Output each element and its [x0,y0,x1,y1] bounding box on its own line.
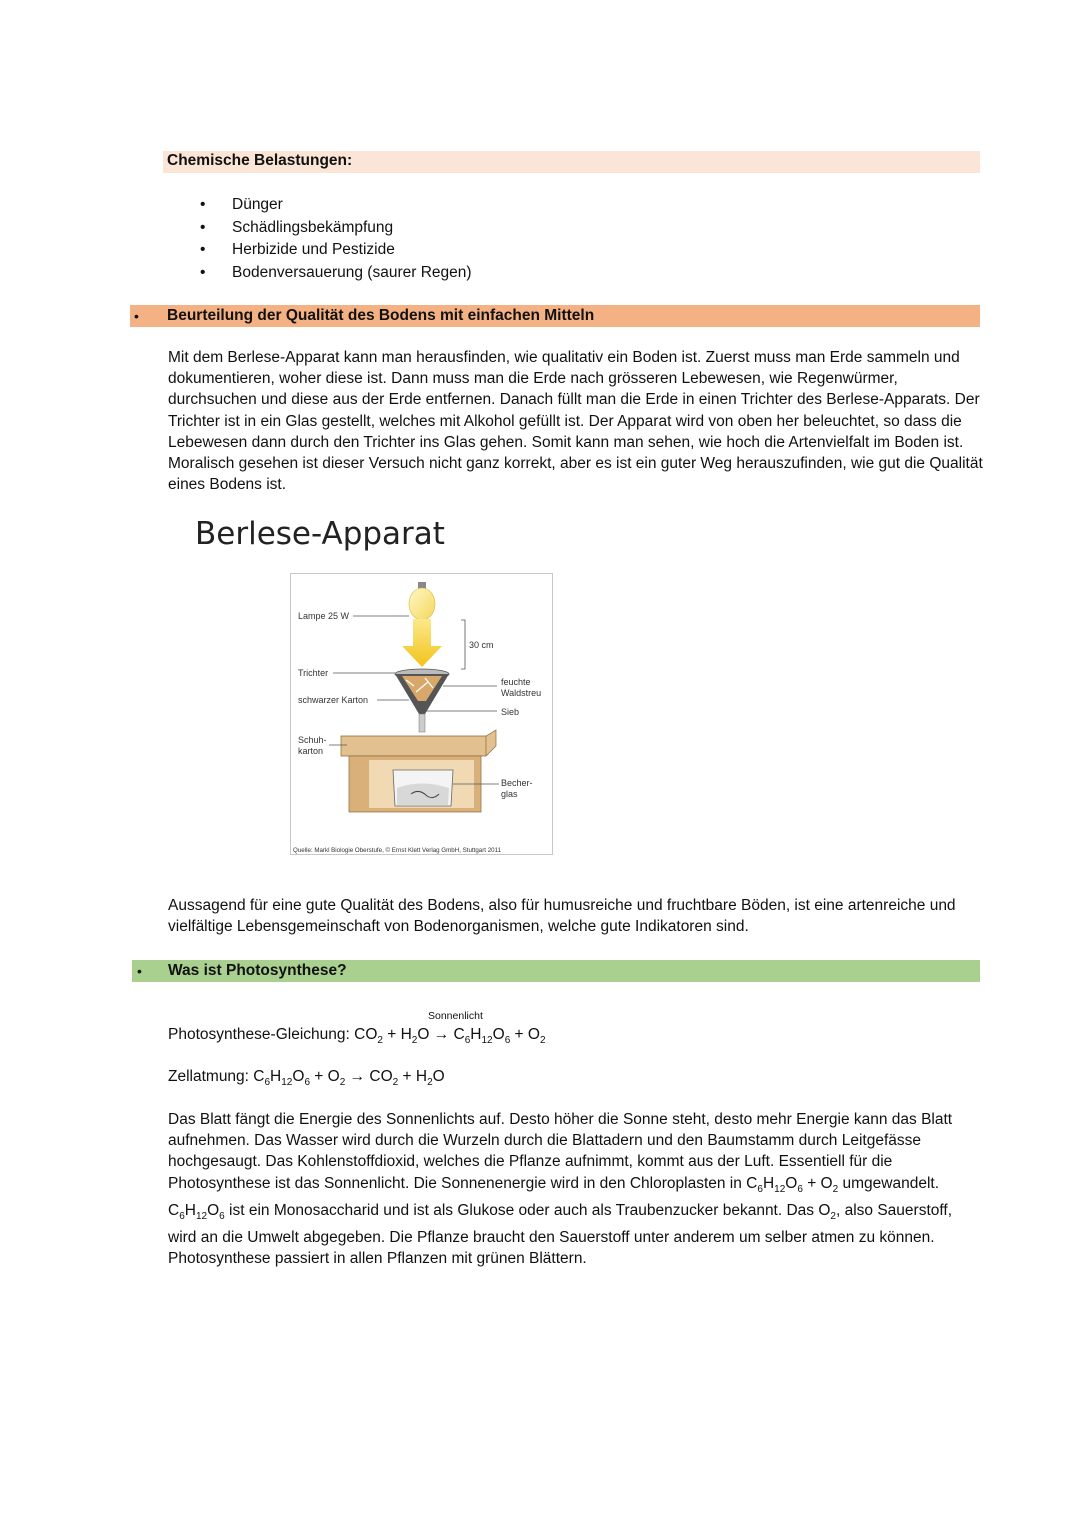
label-shoebox-2: karton [298,746,324,756]
photo-closing: Photosynthese passiert in allen Pflanzen mit grünen Blättern. [168,1250,587,1268]
berlese-apparatus-illustration [291,574,552,854]
list-item: • Schädlingsbekämpfung [200,218,394,236]
bulb-icon [409,588,435,620]
shoebox-lid [341,730,496,756]
label-litter-2: Waldstreu [501,688,542,698]
list-item: • Dünger [200,196,283,213]
chem-list [200,194,472,284]
label-distance: 30 cm [469,640,494,650]
photosynthesis-equation: Photosynthese-Gleichung: $CO_2 + H_2O \to C_6H_{12}O_6 + O_2$ [168,1026,546,1047]
label-cardboard: schwarzer Karton [298,695,369,705]
quality-paragraph: Mit dem Berlese-Apparat kann man herausfinden, wie qualitativ ein Boden ist. Zuerst muss man Erde sammeln und dokumentieren, woher diese ist. Dann muss man die Erde nach grösseren Lebewesen, wie Regenwürmer, durchsuchen und diese aus der Erde entfernen. Danach füllt man die Erde in einen Trichter des Berlese-Apparats. Der Trichter ist in ein Glas gestellt, welches mit Alkohol gefüllt ist. Der Apparat wird von oben her beleuchtet, so dass die Lebewesen dann durch den Trichter ins Glas gehen. Somit kann man sehen, wie hoch die Artenvielfalt im Boden ist. Moralisch gesehen ist dieser Versuch nicht ganz korrekt, aber es ist ein guter Weg herauszufinden, wie gut die Qualität eines Bodens ist. [168,349,983,494]
respiration-equation: Zellatmung: $C_6H_{12}O_6 + O_2 \to CO_2 + H_2O$ [168,1068,445,1089]
figure-source: Quelle: Markl Biologie Oberstufe, © Ernst Klett Verlag GmbH, Stuttgart 2011 [293,847,502,854]
label-sieve: Sieb [501,707,520,717]
label-shoebox-1: Schuh- [298,735,327,745]
quality-heading: Beurteilung der Qualität des Bodens mit einfachen Mitteln [167,307,595,324]
quality-bullet: • [134,308,139,324]
funnel-stem [419,714,425,732]
figure-title: Berlese-Apparat [195,516,445,552]
berlese-diagram [290,573,553,855]
list-item: • Bodenversauerung (saurer Regen) [200,263,472,281]
label-beaker-2: glas [501,789,518,799]
label-beaker-1: Becher- [501,778,533,788]
chem-heading: Chemische Belastungen: [167,152,353,169]
photo-bullet: • [137,963,142,979]
label-funnel: Trichter [298,668,329,678]
photo-heading: Was ist Photosynthese? [168,962,347,979]
list-item: • Herbizide und Pestizide [200,241,395,258]
distance-bracket [461,620,465,669]
photo-paragraph: Das Blatt fängt die Energie des Sonnenlichts auf. Desto höher die Sonne steht, desto mehr Energie kann das Blatt aufnehmen. Das Wasser wird durch die Wurzeln durch die Blattadern und den Baumstamm durch Leitgefässe hochgesaugt. Das Kohlenstoffdioxid, welches die Pflanze aufnimmt, kommt aus der Luft. Essentiell für die Photosynthese ist das Sonnenlicht. Die Sonnenenergie wird in den Chloroplasten in $C_6H_{12}O_6 + O_2$ umgewandelt. $C_6H_{12}O_6$ ist ein Monosaccharid und ist als Glukose oder auch als Traubenzucker bekannt. Das $O_2$, also Sauerstoff, wird an die Umwelt abgegeben. Die Pflanze braucht den Sauerstoff unter anderem um selber atmen zu können. Photosynthese passiert in allen Pflanzen mit grünen Blättern. [168,1109,983,1270]
sunlight-label: Sonnenlicht [428,1010,483,1022]
light-arrow [402,619,442,667]
label-lamp: Lampe 25 W [298,611,350,621]
label-litter-1: feuchte [501,677,531,687]
alcohol [397,784,449,806]
quality-conclusion: Aussagend für eine gute Qualität des Bodens, also für humusreiche und fruchtbare Böden, ist eine artenreiche und vielfältige Lebensgemeinschaft von Bodenorganismen, welche gute Indikatoren sind. [168,897,956,936]
